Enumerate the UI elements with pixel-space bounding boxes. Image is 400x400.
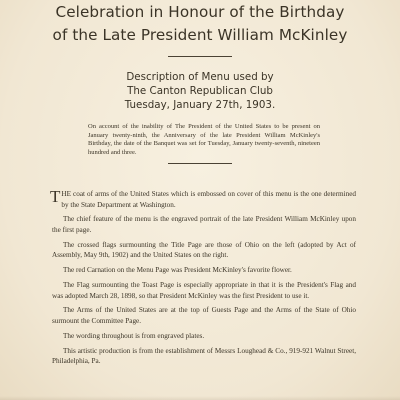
description-line-3: Tuesday, January 27th, 1903. — [124, 99, 276, 111]
paragraph-coat-of-arms — [52, 189, 356, 210]
drop-cap: T — [50, 187, 61, 206]
page-edge-shadow — [0, 396, 400, 400]
paragraph-arms: The Arms of the United States are at the top of Guests Page and the Arms of the State of Ohio surmount the Committee Page. — [52, 306, 356, 325]
date-notice: On account of the inability of The President of the United States to be present on January twenty-ninth, the Anniversary of the late President William McKinley's Birthday, the date of the Banquet was set for Tuesday, January twenty-seventh, nineteen hundred and three. — [88, 123, 320, 157]
divider-rule-top — [168, 56, 232, 57]
menu-description-body — [52, 189, 356, 371]
paragraph-production: This artistic production is from the establishment of Messrs Loughead & Co., 919-921 Walnut Street, Philadelphia, Pa. — [52, 346, 356, 366]
paragraph-crossed-flags: The crossed flags surmounting the Title Page are those of Ohio on the left (adopted by Act of Assembly, May 9th, 1902) and the United States on the right. — [52, 240, 356, 260]
heading-line-1: Celebration in Honour of the Birthday — [55, 3, 345, 21]
paragraph-coat-of-arms-text: HE coat of arms of the United States which is embossed on cover of this menu is the one determined by the State Department at Washington. — [61, 190, 356, 209]
paragraph-presidents-flag: The Flag surmounting the Toast Page is especially appropriate in that it is the President's Flag and was adopted March 28, 1898, so that President McKinley was the first President to use it. — [52, 281, 356, 300]
paragraph-carnation: The red Carnation on the Menu Page was President McKinley's favorite flower. — [63, 266, 292, 275]
paragraph-engraved-plates: The wording throughout is from engraved plates. — [63, 331, 205, 340]
heading-line-2: of the Late President William McKinley — [52, 26, 348, 44]
description-line-2: The Canton Republican Club — [127, 85, 273, 97]
description-line-1: Description of Menu used by — [126, 71, 274, 83]
paragraph-portrait: The chief feature of the menu is the engraved portrait of the late President William McKinley upon the first page. — [52, 215, 356, 234]
divider-rule-middle — [168, 163, 232, 164]
